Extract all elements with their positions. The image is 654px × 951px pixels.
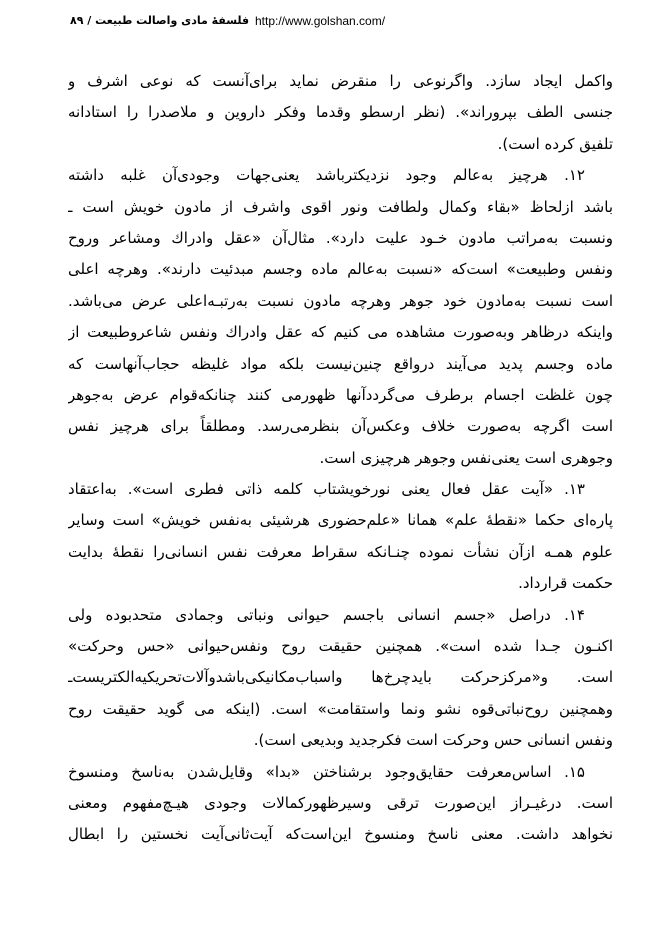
text-line: واکمل ایجاد سازد. واگرنوعی را منقرض نماید برای‌آنست که نوعی اشرف و xyxy=(68,72,613,90)
text-line: ونفس وطبیعت» است‌که «نسبت به‌عالم ماده وجسم مبدئیت دارند». وهرچه اعلی xyxy=(68,260,613,279)
text-line: جنسی الطف بپروراند». (نظر ارسطو وقدما وفکر داروین و ملاصدرا را استادانه xyxy=(68,103,613,122)
text-line: واینکه درظاهر وبه‌صورت مشاهده می کنیم که عقل وادراك ونفس شاعروطبیعت از xyxy=(68,323,613,342)
text-line: چون غلظت اجسام برطرف می‌گردد‌آنها ظهورمی کنند چنانکه‌قوام عرض به‌جوهر xyxy=(68,385,613,404)
source-url[interactable]: http://www.golshan.com/ xyxy=(255,14,386,28)
text-line: است نسبت به‌مادون خود جوهر وهرچه مادون نسبت به‌رتبـه‌اعلی عرض می‌باشد. xyxy=(68,291,613,310)
text-line: باشد ازلحاظ «بقاء وکمال ولطافت ونور اقوی واشرف از مادون خویش است ـ xyxy=(68,197,613,216)
text-line: اکنـون جـدا شده است». همچنین حقیقت روح ونفس‌حیوانی «حس وحرکت» xyxy=(68,637,613,656)
running-head-title: فلسفهٔ مادی واصالت طبیعت / ۸۹ xyxy=(70,14,250,27)
text-line: وجوهری است یعنی‌نفس وجوهر هرچیزی است. xyxy=(319,448,613,467)
text-line-para-14: ۱۴. دراصل «جسم انسانی باجسم حیوانی ونباتی وجمادی متحدبوده ولی xyxy=(68,605,585,624)
text-line: ونفس انسانی حس وحرکت است فکرجدید وبدیعی است). xyxy=(253,731,613,750)
page-body-text xyxy=(68,66,613,851)
text-line-para-12: ۱۲. هرچیز به‌عالم وجود نزدیکترباشد یعنی‌جهات وجودی‌آن غلبه داشته xyxy=(68,166,585,185)
text-line: است اگرچه به‌صورت خلاف وعکس‌آن بنظرمی‌رسد. ومطلقاً برای هرچیز نفس xyxy=(68,417,613,436)
text-line-para-13: ۱۳. «آیت عقل فعال یعنی نورخویشتاب کلمه ذاتی فطری است». به‌اعتقاد xyxy=(68,480,585,499)
text-line: وهمچنین روح‌نباتی‌قوه نشو ونما واستقامت» است. (اینکه می گوید حقیقت روح xyxy=(68,699,613,718)
text-line: تلفیق کرده است). xyxy=(497,134,613,153)
text-line: حکمت قرارداد. xyxy=(518,574,613,593)
text-line: علوم همـه ازآن نشأت نموده چنـانکه سقراط معرفت نفس انسانی‌را نقطهٔ بدایت xyxy=(68,542,613,561)
text-line-para-15: ۱۵. اساس‌معرفت حقایق‌وجود برشناختن «بدا» وقایل‌شدن به‌ناسخ ومنسوخ xyxy=(68,762,585,781)
text-line: است. و«مرکزحرکت بایدچرخ‌ها واسباب‌مکانیکی‌باشدوآلات‌تحریکیه‌الکتریست‌ـ xyxy=(68,668,613,687)
text-line: است. درغیـراز این‌صورت ترقی وسیرظهورکمالات وجودی هیـچ‌مفهوم ومعنی xyxy=(68,793,613,812)
text-line: ونسبت به‌مراتب مادون خـود علیت دارد». مثال‌آن «عقل وادراك ومشاعر وروح xyxy=(68,228,613,247)
text-line: ماده وجسم پدید می‌آیند درواقع چنین‌نیست بلکه مواد غلیظه حجاب‌آنهاست که xyxy=(68,354,613,373)
text-line: نخواهد داشت. معنی ناسخ ومنسوخ این‌است‌که آیت‌ثانی‌آیت نخستین را ابطال xyxy=(68,825,613,844)
text-line: پاره‌ای حکما «نقطهٔ علم» همانا «علم‌حضوری هرشیئی به‌نفس خویش» است وسایر xyxy=(68,511,613,530)
